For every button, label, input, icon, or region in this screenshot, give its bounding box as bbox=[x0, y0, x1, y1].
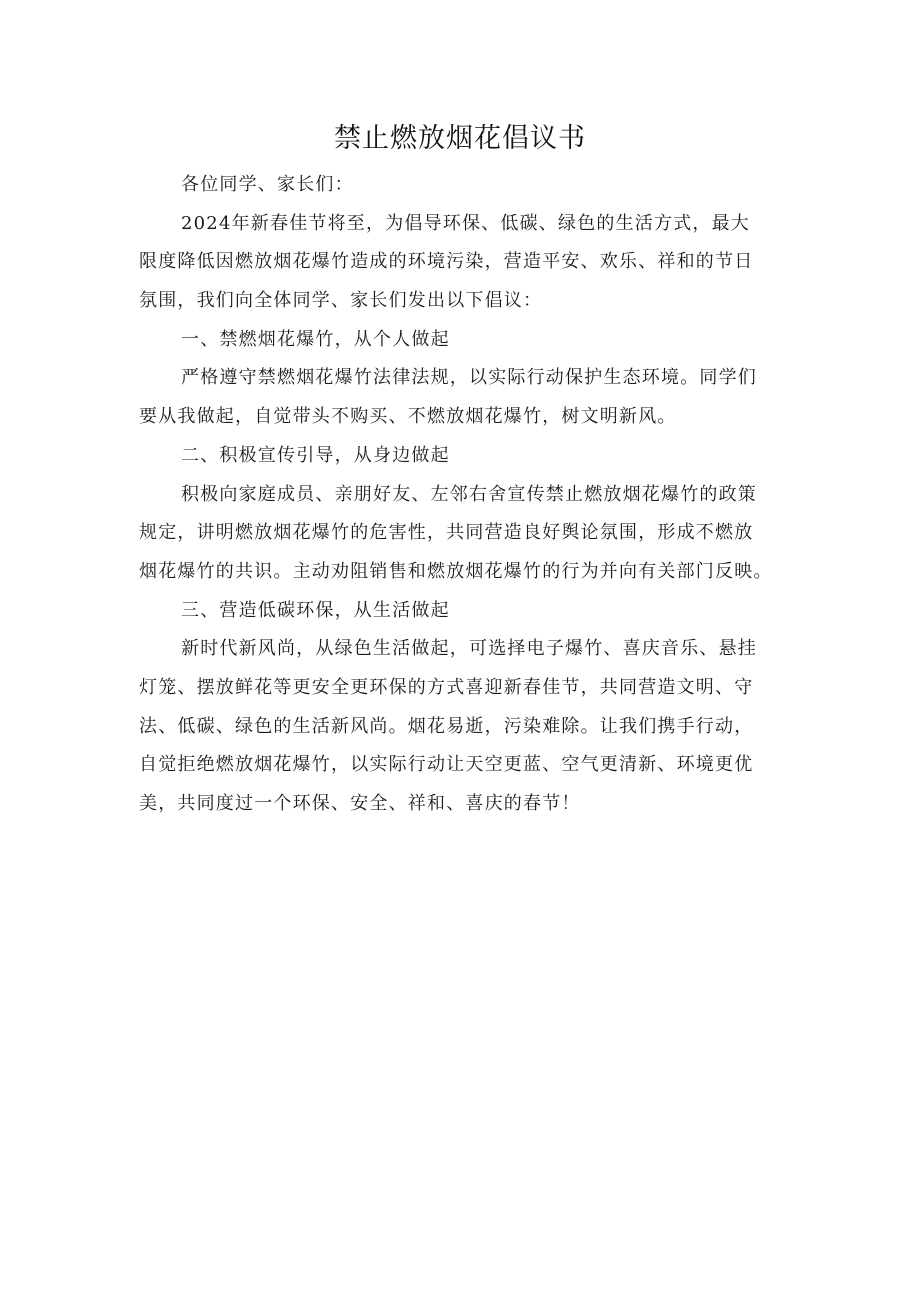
text-line: 自觉拒绝燃放烟花爆竹，以实际行动让天空更蓝、空气更清新、环境更优 bbox=[139, 754, 754, 776]
text-line: 灯笼、摆放鲜花等更安全更环保的方式喜迎新春佳节，共同营造文明、守 bbox=[139, 676, 754, 698]
section-heading: 三、营造低碳环保，从生活做起 bbox=[181, 599, 450, 621]
text-line: 烟花爆竹的共识。主动劝阻销售和燃放烟花爆竹的行为并向有关部门反映。 bbox=[139, 560, 773, 582]
text-line: 新时代新风尚，从绿色生活做起，可选择电子爆竹、喜庆音乐、悬挂 bbox=[181, 638, 757, 660]
text-line: 严格遵守禁燃烟花爆竹法律法规，以实际行动保护生态环境。同学们 bbox=[181, 367, 757, 389]
section-heading: 一、禁燃烟花爆竹，从个人做起 bbox=[181, 328, 450, 350]
text-line: 美，共同度过一个环保、安全、祥和、喜庆的春节！ bbox=[139, 793, 581, 814]
document-body bbox=[139, 166, 784, 824]
text-line: 规定，讲明燃放烟花爆竹的危害性，共同营造良好舆论氛围，形成不燃放 bbox=[139, 522, 754, 544]
section-heading: 二、积极宣传引导，从身边做起 bbox=[181, 444, 450, 466]
text-line: 法、低碳、绿色的生活新风尚。烟花易逝，污染难除。让我们携手行动， bbox=[139, 715, 754, 737]
text-line: 限度降低因燃放烟花爆竹造成的环境污染，营造平安、欢乐、祥和的节日 bbox=[139, 251, 754, 273]
text-line: 要从我做起，自觉带头不购买、不燃放烟花爆竹，树文明新风。 bbox=[139, 406, 677, 428]
text-line: 2024年新春佳节将至，为倡导环保、低碳、绿色的生活方式，最大 bbox=[181, 212, 751, 234]
text-line: 积极向家庭成员、亲朋好友、左邻右舍宣传禁止燃放烟花爆竹的政策 bbox=[181, 483, 757, 505]
document-title: 禁止燃放烟花倡议书 bbox=[334, 123, 586, 154]
text-line: 各位同学、家长们： bbox=[181, 174, 354, 195]
text-line: 氛围，我们向全体同学、家长们发出以下倡议： bbox=[139, 290, 543, 312]
